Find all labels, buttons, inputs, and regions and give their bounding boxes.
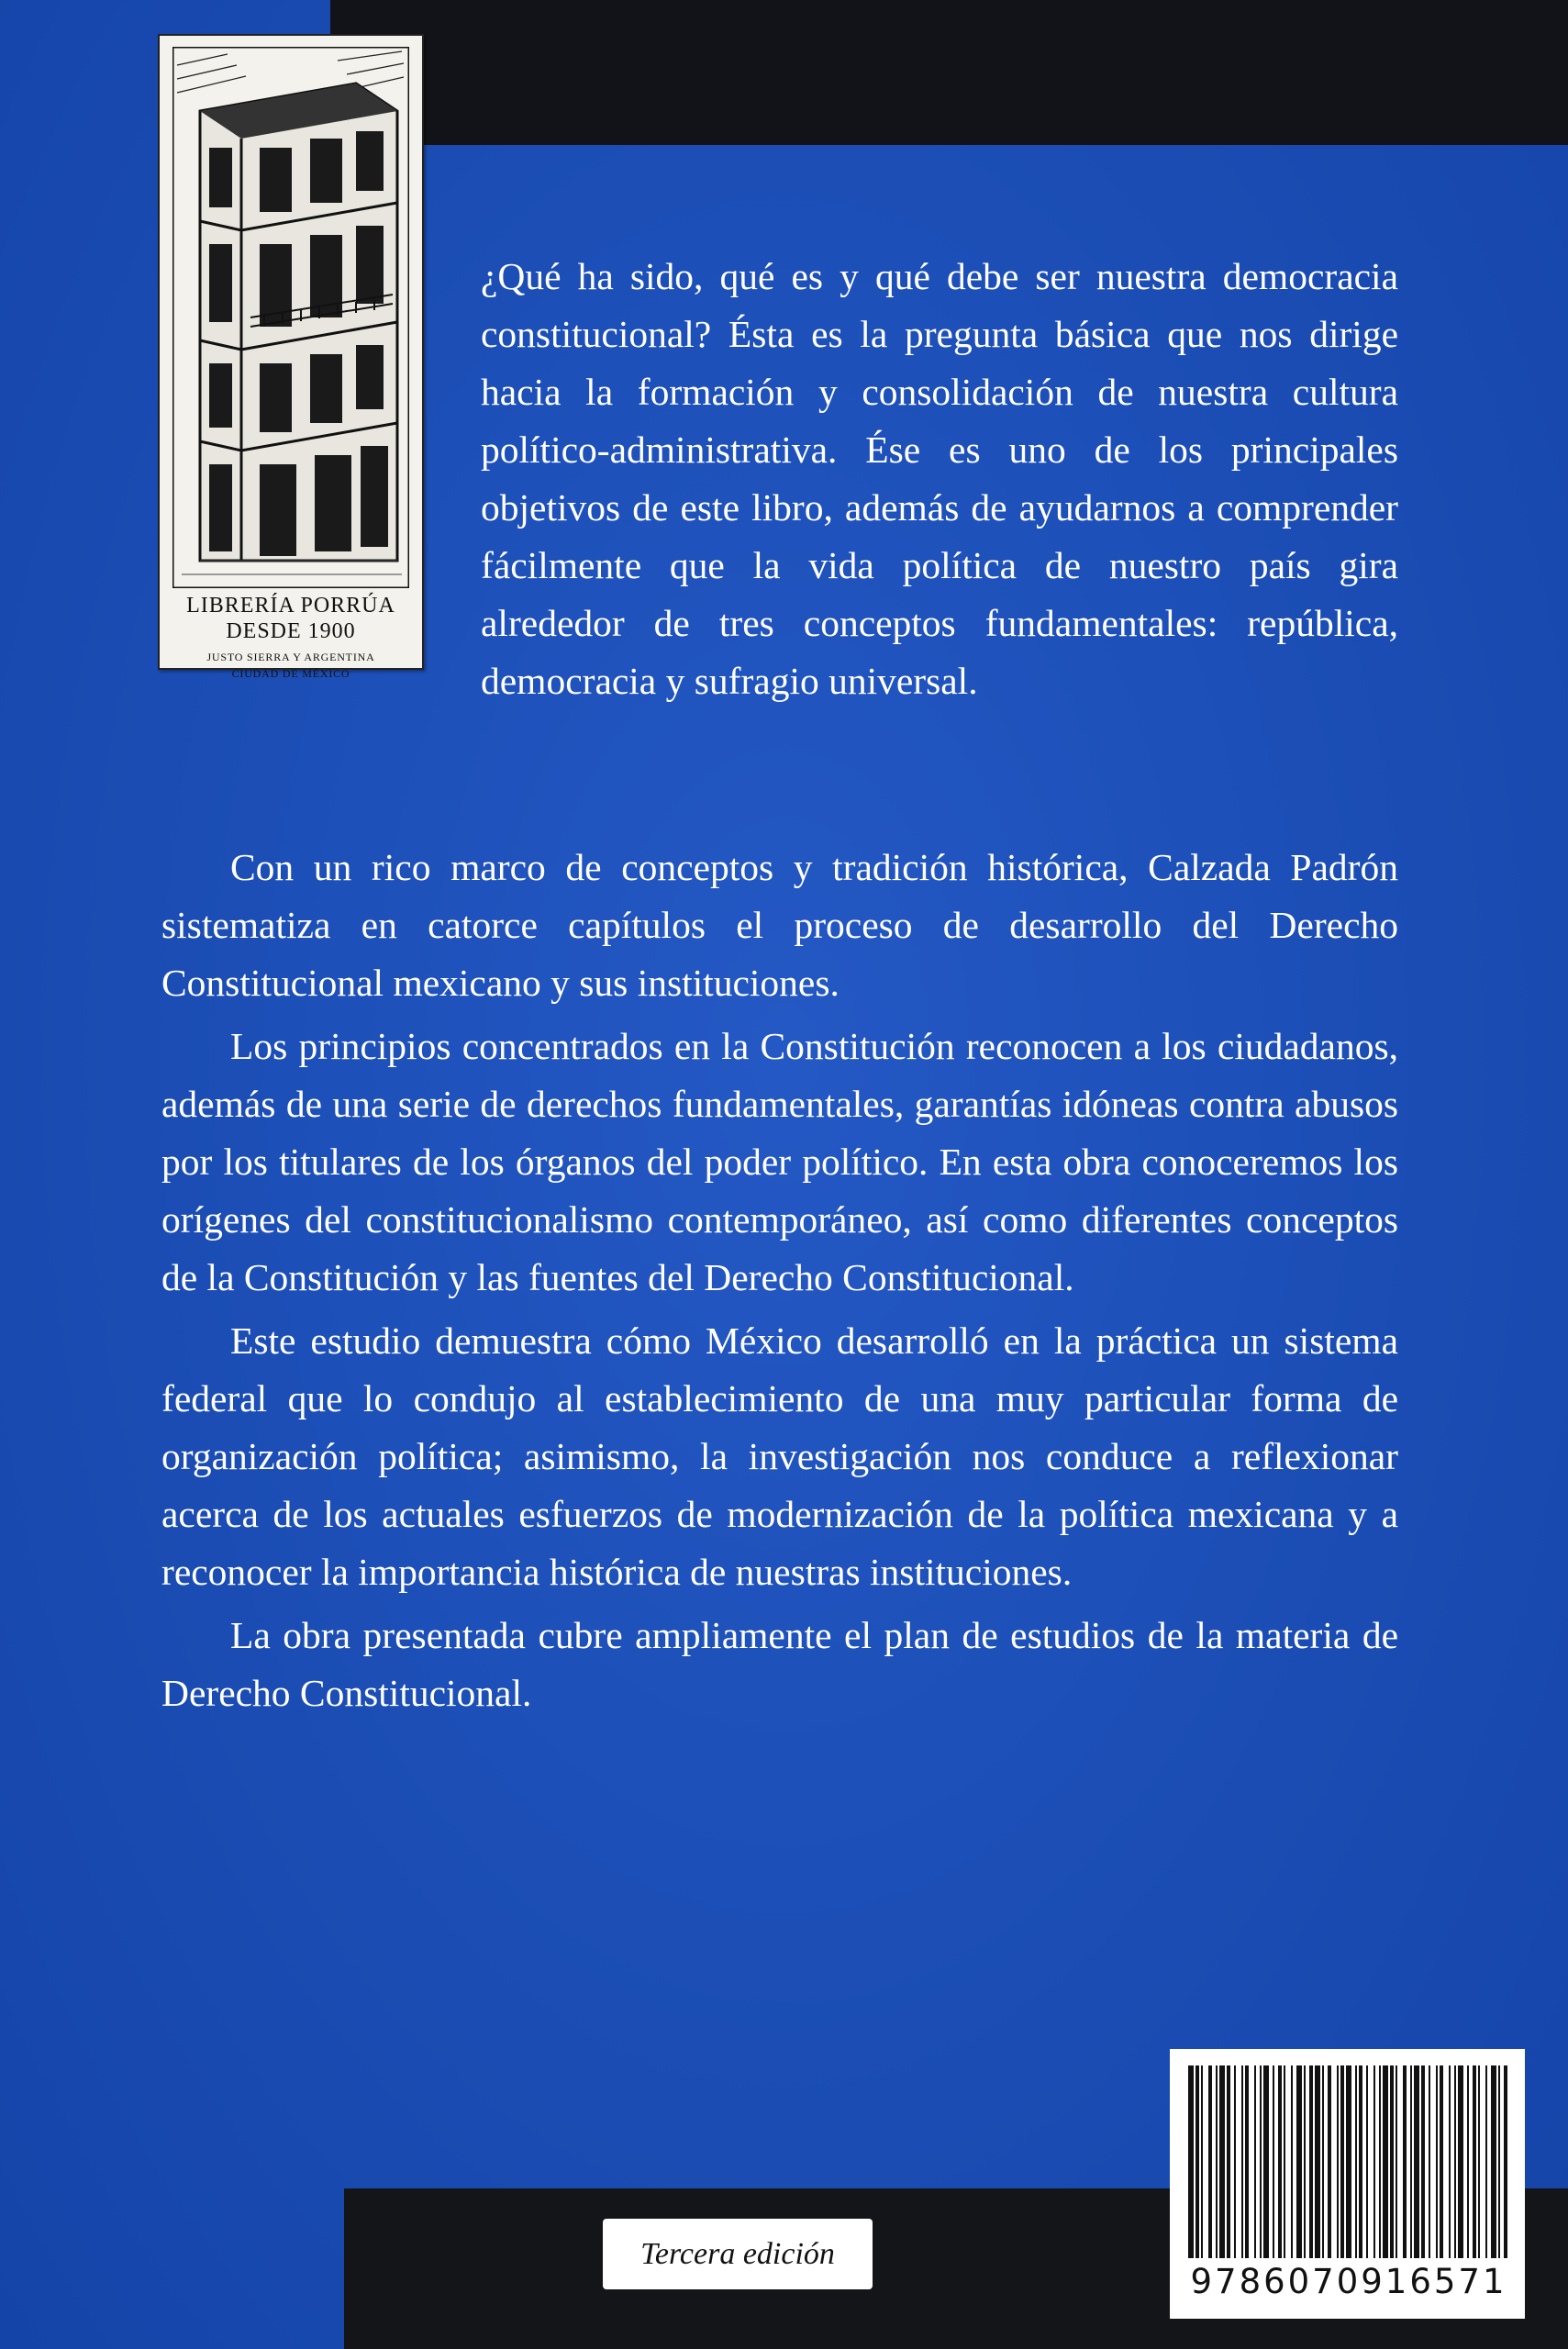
barcode-bar xyxy=(1201,2065,1203,2258)
barcode-bar xyxy=(1188,2065,1194,2258)
barcode-bar xyxy=(1449,2065,1451,2258)
barcode-bar xyxy=(1478,2065,1480,2258)
paragraph: Los principios concentrados en la Constitución reconocen a los ciudadanos, además de una serie de derechos fundamentales, garantías idóneas contra abusos por los titulares de los órganos del poder político. En esta obra conoceremos los orígenes del constitucionalismo contemporáneo, así como diferentes conceptos de la Constitución y las fuentes del Derecho Constitucional. xyxy=(161,1025,1398,1298)
paragraph: La obra presentada cubre ampliamente el plan de estudios de la materia de Derecho Constitucional. xyxy=(161,1614,1398,1714)
barcode-bar xyxy=(1346,2065,1351,2258)
barcode-bar xyxy=(1328,2065,1331,2258)
barcode-bar xyxy=(1414,2065,1419,2258)
paragraph: Este estudio demuestra cómo México desarrolló en la práctica un sistema federal que lo condujo al establecimiento de una muy particular forma de organización política; asimismo, la investigación nos conduce a reflexionar acerca de los actuales esfuerzos de modernización de la política mexicana y a reconocer la importancia histórica de nuestras instituciones. xyxy=(161,1319,1398,1593)
barcode-bar xyxy=(1467,2065,1469,2258)
intro-paragraph-block xyxy=(481,248,1398,710)
barcode-bar xyxy=(1304,2065,1306,2258)
barcode-bar xyxy=(1458,2065,1463,2258)
logo-line-2: DESDE 1900 xyxy=(226,619,356,643)
barcode-bar xyxy=(1254,2065,1256,2258)
barcode-bar xyxy=(1260,2065,1262,2258)
barcode-bar xyxy=(1379,2065,1381,2258)
barcode-bar xyxy=(1454,2065,1456,2258)
barcode-bar xyxy=(1421,2065,1425,2258)
barcode-bar xyxy=(1504,2065,1507,2258)
barcode-bar xyxy=(1485,2065,1487,2258)
edition-label: Tercera edición xyxy=(603,2219,873,2289)
barcode xyxy=(1170,2049,1525,2319)
building-illustration-icon xyxy=(172,47,409,588)
barcode-bar xyxy=(1436,2065,1438,2258)
barcode-bar xyxy=(1498,2065,1500,2258)
barcode-bar xyxy=(1216,2065,1218,2258)
barcode-bar xyxy=(1278,2065,1282,2258)
barcode-bar xyxy=(1195,2065,1199,2258)
barcode-bar xyxy=(1396,2065,1397,2258)
barcode-bar xyxy=(1410,2065,1412,2258)
barcode-bar xyxy=(1241,2065,1243,2258)
barcode-bar xyxy=(1340,2065,1344,2258)
barcode-bar xyxy=(1403,2065,1407,2258)
barcode-icon xyxy=(1186,2065,1508,2258)
logo-line-3: JUSTO SIERRA Y ARGENTINA xyxy=(206,651,375,663)
paragraph: Con un rico marco de conceptos y tradición histórica, Calzada Padrón sistematiza en catorce capítulos el proceso de desarrollo del Derecho Constitucional mexicano y sus instituciones. xyxy=(161,846,1398,1004)
barcode-bar xyxy=(1322,2065,1324,2258)
barcode-bar xyxy=(1440,2065,1443,2258)
barcode-bar xyxy=(1315,2065,1320,2258)
barcode-bar xyxy=(1373,2065,1375,2258)
isbn-digits: 9786070916571 xyxy=(1190,2262,1507,2301)
barcode-bar xyxy=(1273,2065,1274,2258)
barcode-bar xyxy=(1473,2065,1476,2258)
barcode-bar xyxy=(1234,2065,1236,2258)
barcode-bar xyxy=(1245,2065,1249,2258)
barcode-bar xyxy=(1383,2065,1388,2258)
barcode-bar xyxy=(1491,2065,1496,2258)
barcode-bar xyxy=(1296,2065,1302,2258)
barcode-bar xyxy=(1208,2065,1212,2258)
barcode-bar xyxy=(1366,2065,1368,2258)
barcode-bar xyxy=(1390,2065,1394,2258)
barcode-bar xyxy=(1284,2065,1285,2258)
barcode-bar xyxy=(1263,2065,1269,2258)
barcode-bar xyxy=(1337,2065,1339,2258)
body-paragraphs xyxy=(161,839,1398,1728)
top-dark-band xyxy=(330,0,1568,145)
intro-paragraph: ¿Qué ha sido, qué es y qué debe ser nuestra democracia constitucional? Ésta es la pregunta básica que nos dirige hacia la formación y consolidación de nuestra cultura político-administrativa. Ése es uno de los principales objetivos de este libro, además de ayudarnos a comprender fácilmente que la vida política de nuestro país gira alrededor de tres conceptos fundamentales: república, democracia y sufragio universal. xyxy=(481,255,1398,702)
barcode-bar xyxy=(1227,2065,1230,2258)
barcode-bar xyxy=(1355,2065,1357,2258)
barcode-bar xyxy=(1429,2065,1430,2258)
barcode-bar xyxy=(1359,2065,1362,2258)
logo-line-1: LIBRERÍA PORRÚA xyxy=(186,594,395,618)
barcode-bar xyxy=(1291,2065,1293,2258)
publisher-logo xyxy=(158,34,424,680)
barcode-bar xyxy=(1309,2065,1313,2258)
logo-line-4: CIUDAD DE MÉXICO xyxy=(231,667,350,680)
barcode-bar xyxy=(1219,2065,1225,2258)
